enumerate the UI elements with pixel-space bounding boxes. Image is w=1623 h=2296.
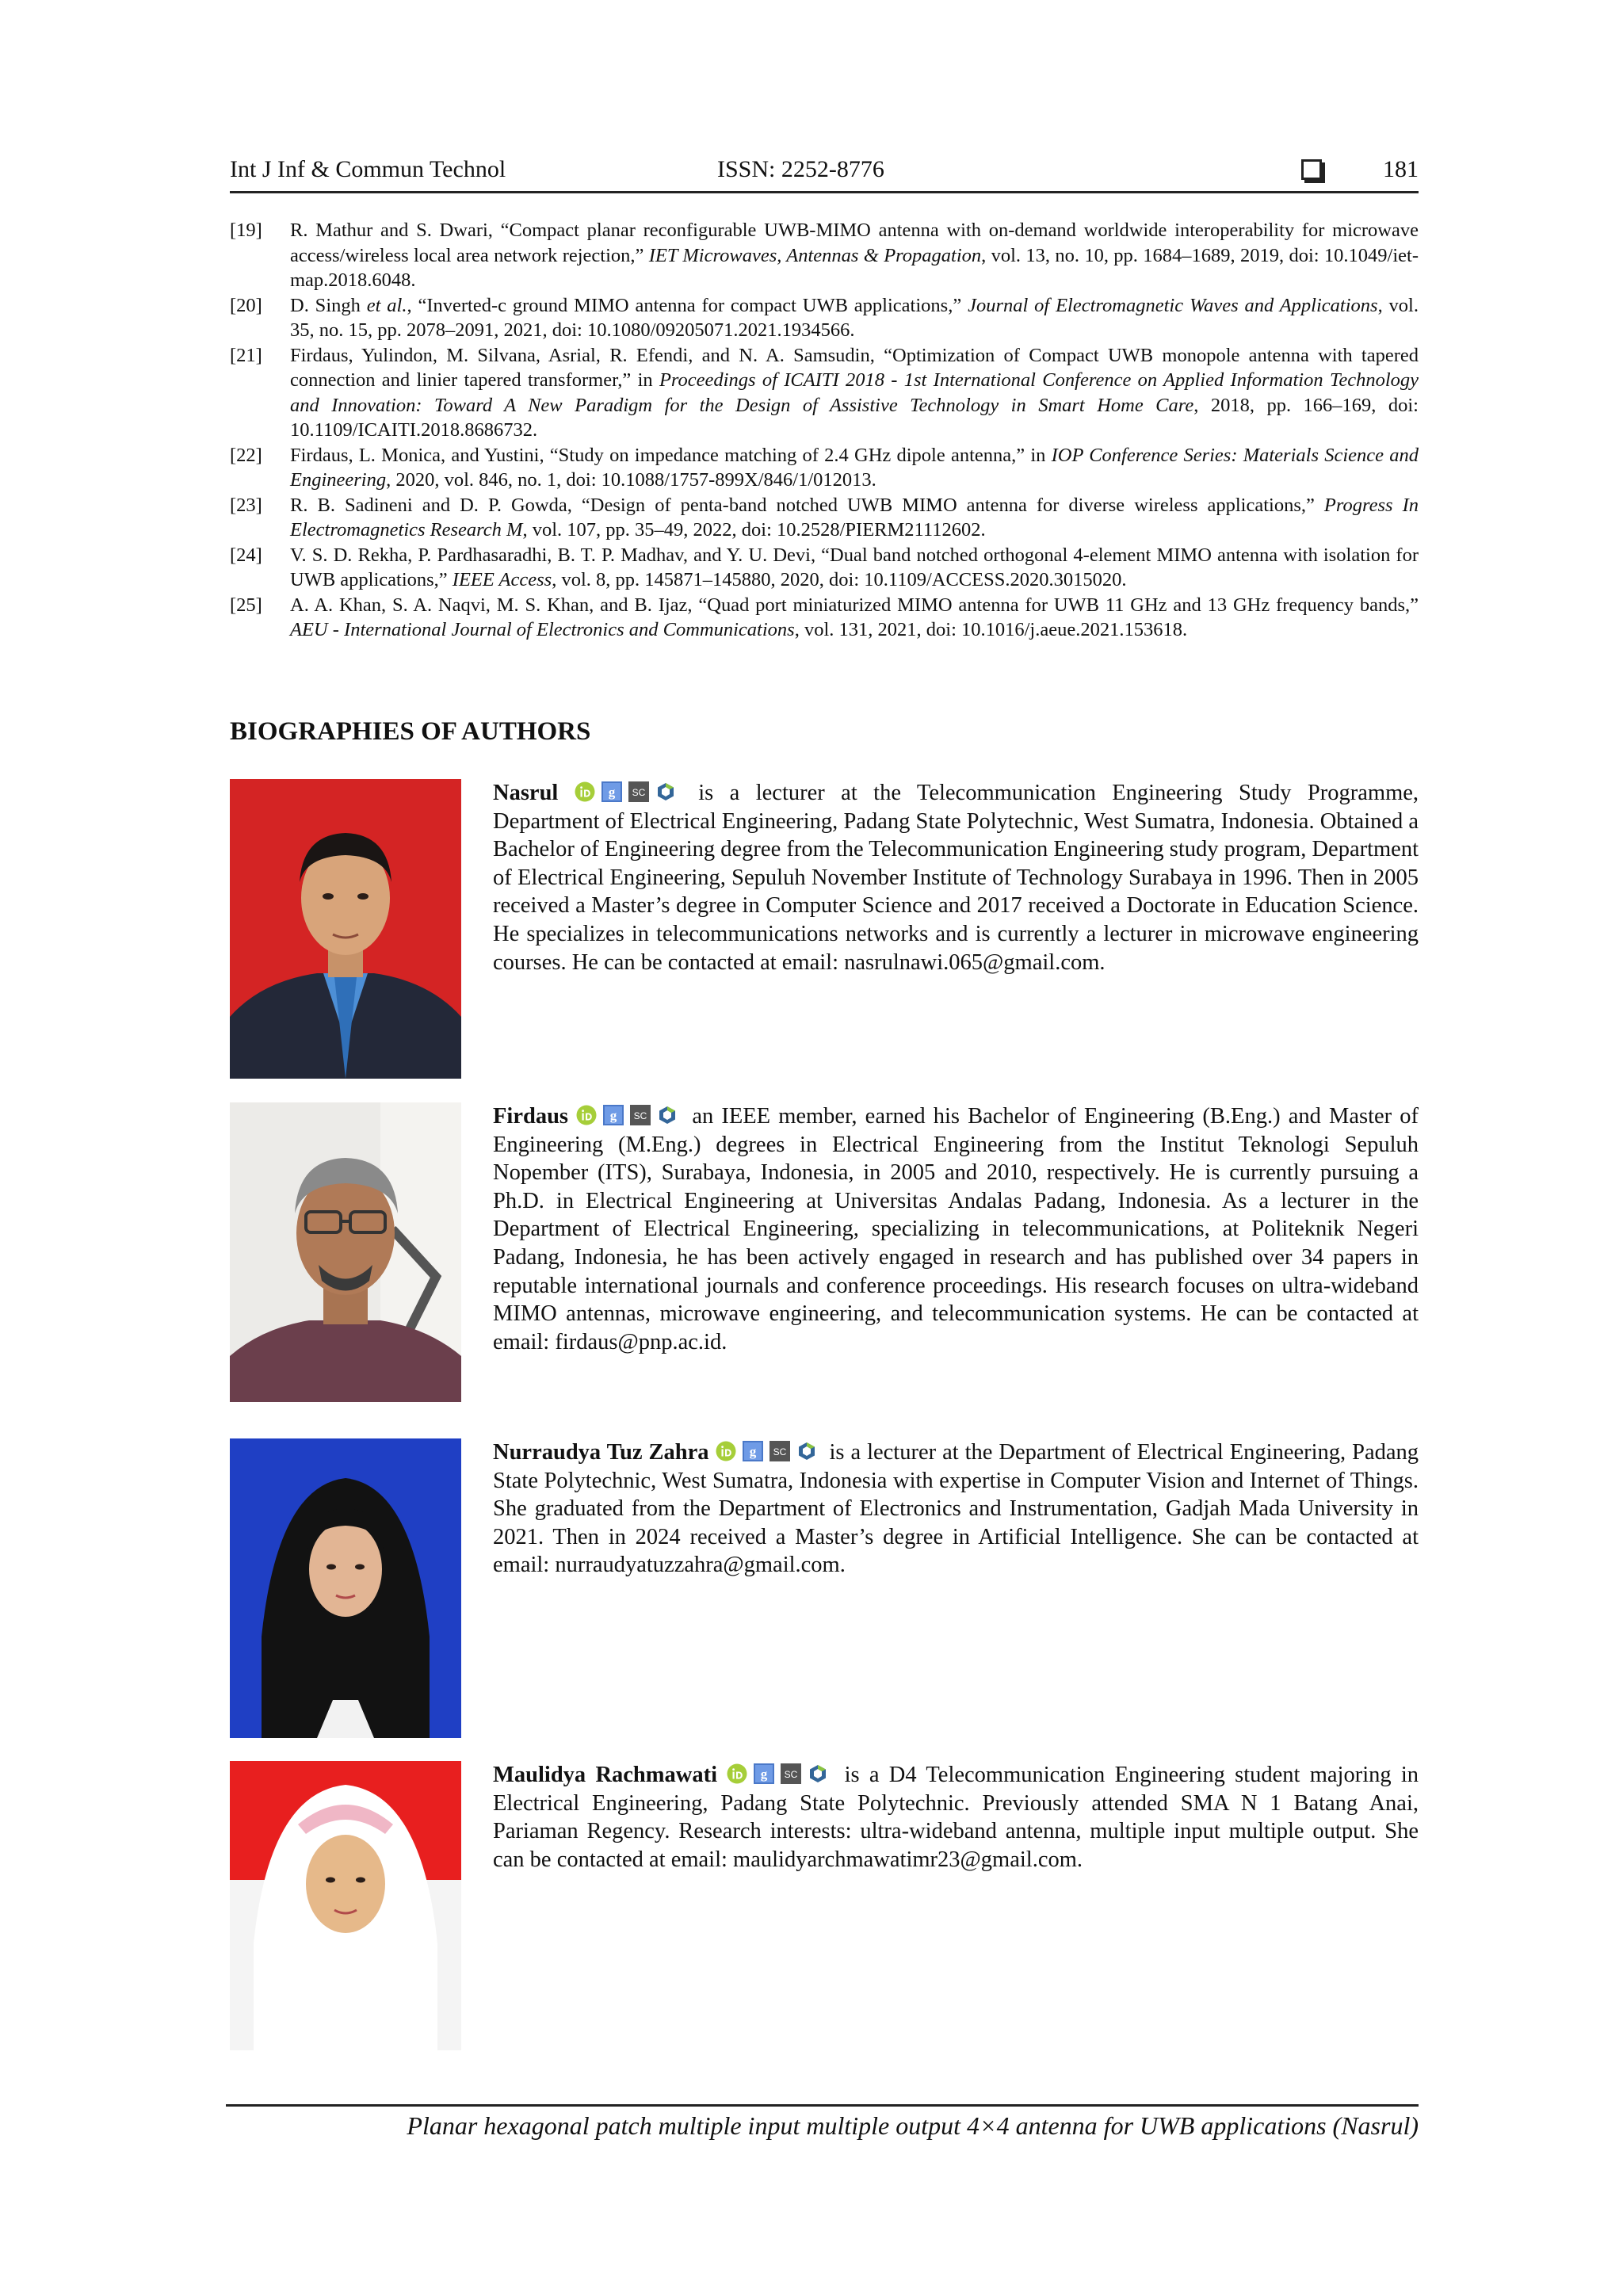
google-scholar-icon[interactable]: [743, 1441, 763, 1461]
author-photo: [230, 1761, 461, 2050]
publons-icon[interactable]: [657, 1105, 678, 1125]
section-title: BIOGRAPHIES OF AUTHORS: [230, 717, 591, 746]
author-name: Nasrul: [493, 781, 559, 805]
author-photo: [230, 1438, 461, 1738]
author-bio-text: is a D4 Telecommunication Engineering student majoring in Electrical Engineering, Padang State Polytechnic. Previously attended SMA N 1 Batang Anai, Pariaman Regency. Research interests: ultra-wideband antenna, multiple input multiple output. She can be contacted at email: maulidyarchmawatimr23@gmail.com.: [493, 1763, 1419, 1872]
page-number: 181: [1383, 156, 1419, 182]
journal-name: Int J Inf & Commun Technol: [230, 156, 506, 182]
author-bio-text: an IEEE member, earned his Bachelor of Engineering (B.Eng.) and Master of Engineering (M.Eng.) degrees in Electrical Engineering from the Institut Teknologi Sepuluh Nopember (ITS), Surabaya, Indonesia, in 2005 and 2010, respectively. He is currently pursuing a Ph.D. in Electrical Engineering at Universitas Andalas Padang, Indonesia. As a lecturer in the Department of Electrical Engineering, specializing in telecommunications, at Politeknik Negeri Padang, Indonesia, he has been actively engaged in research and has published over 34 papers in reputable international journals and conference proceedings. His research focuses on ultra-wideband MIMO antennas, microwave engineering, and telecommunication systems. He can be contacted at email: firdaus@pnp.ac.id.: [493, 1104, 1419, 1354]
google-scholar-icon[interactable]: [754, 1763, 774, 1784]
author-name: Firdaus: [493, 1104, 569, 1129]
reference-item: [19] R. Mathur and S. Dwari, “Compact planar reconfigurable UWB-MIMO antenna with on-demand worldwide interoperability for microwave access/wireless local area network rejection,” IET Microwaves, Antennas & Propagation, vol. 13, no. 10, pp. 1684–1689, 2019, doi: 10.1049/iet-map.2018.6048.: [230, 220, 1419, 291]
reference-list: [230, 218, 1419, 643]
scopus-icon[interactable]: [781, 1763, 801, 1784]
author-bio-text: is a lecturer at the Department of Electrical Engineering, Padang State Polytechnic, West Sumatra, Indonesia with expertise in Computer Vision and Internet of Things. She graduated from the Department of Electronics and Instrumentation, Gadjah Mada University in 2021. Then in 2024 received a Master’s degree in Artificial Intelligence. She can be contacted at email: nurraudyatuzzahra@gmail.com.: [493, 1440, 1419, 1578]
orcid-icon[interactable]: [576, 1105, 597, 1125]
author-photo: [230, 779, 461, 1079]
google-scholar-icon[interactable]: [601, 781, 622, 802]
google-scholar-icon[interactable]: [603, 1105, 624, 1125]
checkbox-square-icon: [1301, 159, 1322, 180]
reference-item: [25] A. A. Khan, S. A. Naqvi, M. S. Khan, and B. Ijaz, “Quad port miniaturized MIMO antenna for UWB 11 GHz and 13 GHz frequency bands,” AEU - International Journal of Electronics and Communications, vol. 131, 2021, doi: 10.1016/j.aeue.2021.153618.: [230, 594, 1419, 640]
running-header: [230, 155, 1419, 193]
footer-title: Planar hexagonal patch multiple input multiple output 4×4 antenna for UWB applications (Nasrul): [407, 2111, 1419, 2140]
reference-item: [23] R. B. Sadineni and D. P. Gowda, “Design of penta-band notched UWB MIMO antenna for diverse wireless applications,” Progress In Electromagnetics Research M, vol. 107, pp. 35–49, 2022, doi: 10.2528/PIERM21112602.: [230, 494, 1419, 541]
reference-item: [21] Firdaus, Yulindon, M. Silvana, Asrial, R. Efendi, and N. A. Samsudin, “Optimization of Compact UWB monopole antenna with tapered connection and linier tapered transformer,” in Proceedings of ICAITI 2018 - 1st International Conference on Applied Information Technology and Innovation: Toward A New Paradigm for the Design of Assistive Technology in Smart Home Care, 2018, pp. 166–169, doi: 10.1109/ICAITI.2018.8686732.: [230, 344, 1419, 441]
reference-item: [20] D. Singh et al., “Inverted-c ground MIMO antenna for compact UWB applications,” Journal of Electromagnetic Waves and Applications, vol. 35, no. 15, pp. 2078–2091, 2021, doi: 10.1080/09205071.2021.1934566.: [230, 294, 1419, 341]
author-name: Maulidya Rachmawati: [493, 1763, 718, 1787]
scopus-icon[interactable]: [628, 781, 649, 802]
orcid-icon[interactable]: [716, 1441, 736, 1461]
publons-icon[interactable]: [808, 1763, 828, 1784]
scopus-icon[interactable]: [630, 1105, 651, 1125]
publons-icon[interactable]: [796, 1441, 817, 1461]
reference-item: [24] V. S. D. Rekha, P. Pardhasaradhi, B. T. P. Madhav, and Y. U. Devi, “Dual band notched orthogonal 4-element MIMO antenna with isolation for UWB applications,” IEEE Access, vol. 8, pp. 145871–145880, 2020, doi: 10.1109/ACCESS.2020.3015020.: [230, 544, 1419, 590]
reference-item: [22] Firdaus, L. Monica, and Yustini, “Study on impedance matching of 2.4 GHz dipole antenna,” in IOP Conference Series: Materials Science and Engineering, 2020, vol. 846, no. 1, doi: 10.1088/1757-899X/846/1/012013.: [230, 444, 1419, 491]
orcid-icon[interactable]: [727, 1763, 747, 1784]
running-footer: [226, 2104, 1419, 2140]
author-photo: [230, 1102, 461, 1402]
orcid-icon[interactable]: [575, 781, 595, 802]
publons-icon[interactable]: [655, 781, 676, 802]
author-name: Nurraudya Tuz Zahra: [493, 1440, 709, 1465]
author-bio-text: is a lecturer at the Telecommunication Engineering Study Programme, Department of Electrical Engineering, Padang State Polytechnic, West Sumatra, Indonesia. Obtained a Bachelor of Engineering degree from the Telecommunication Engineering study program, Department of Electrical Engineering, Sepuluh November Institute of Technology Surabaya in 1996. Then in 2005 received a Master’s degree in Computer Science and 2017 received a Doctorate in Education Science. He specializes in telecommunications networks and is currently a lecturer in microwave engineering courses. He can be contacted at email: nasrulnawi.065@gmail.com.: [493, 781, 1419, 975]
issn: ISSN: 2252-8776: [717, 156, 884, 182]
scopus-icon[interactable]: [769, 1441, 790, 1461]
